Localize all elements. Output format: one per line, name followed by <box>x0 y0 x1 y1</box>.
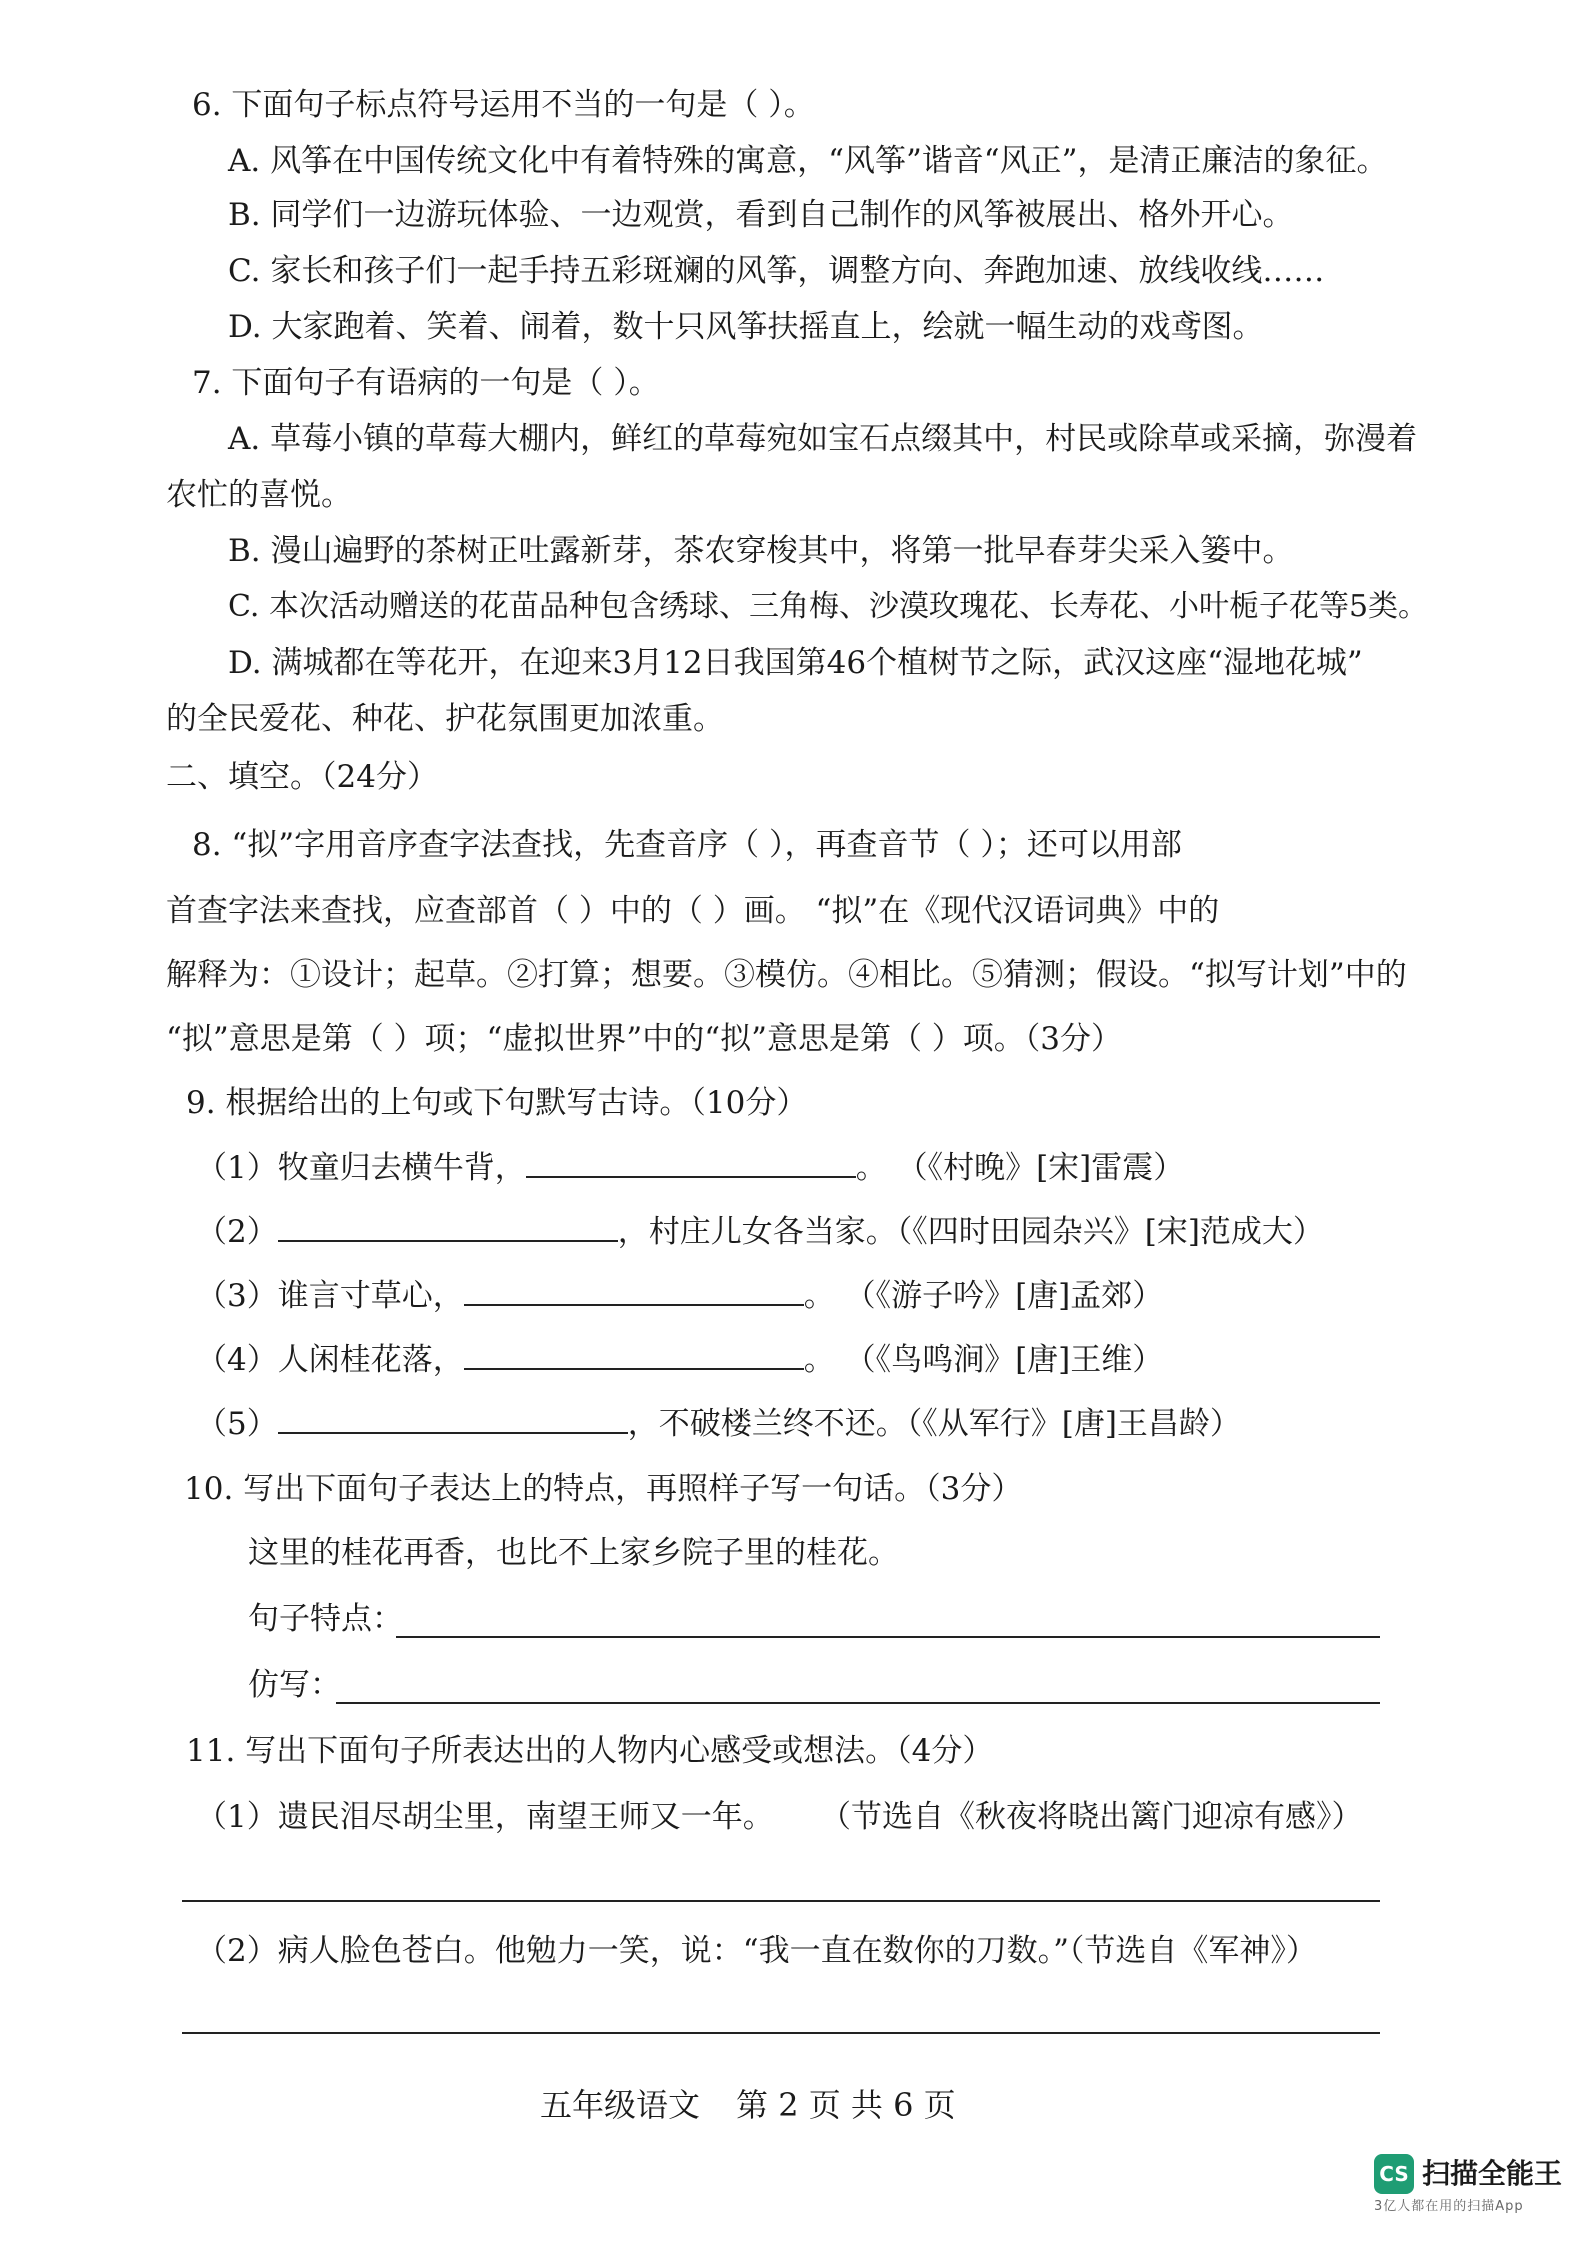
q10-imitate-label: 仿写： <box>248 1667 341 1703</box>
q10-feature-answer-line[interactable] <box>396 1636 1380 1638</box>
section-heading: 二、填空。（24分） <box>166 759 438 795</box>
q10-feature-label: 句子特点： <box>248 1601 403 1637</box>
q9-item-1-source: 。 （《村晚》[宋]雷震） <box>855 1150 1185 1186</box>
q10-example-sentence: 这里的桂花再香，也比不上家乡院子里的桂花。 <box>248 1535 899 1571</box>
q9-item-4 <box>196 1338 1163 1381</box>
q7-option-b: B. 漫山遍野的茶树正吐露新芽，茶农穿梭其中，将第一批早春芽尖采入篓中。 <box>228 533 1294 569</box>
q9-item-3 <box>196 1274 1163 1317</box>
footer-page-number: 第 2 页 共 6 页 <box>736 2086 956 2124</box>
q7-option-a-line1: A. 草莓小镇的草莓大棚内，鲜红的草莓宛如宝石点缀其中，村民或除草或采摘，弥漫着 <box>228 421 1418 457</box>
q9-item-4-prompt: （4）人闲桂花落， <box>196 1342 464 1378</box>
q11-item-2: （2）病人脸色苍白。他勉力一笑，说：“我一直在数你的刀数。”（节选自《军神》） <box>196 1933 1317 1969</box>
q7-option-d-line1: D. 满城都在等花开，在迎来3月12日我国第46个植树节之际，武汉这座“湿地花城” <box>228 645 1363 681</box>
scanner-app-name: 扫描全能王 <box>1422 2157 1563 2190</box>
footer-subject: 五年级语文 <box>540 2086 701 2124</box>
q6-option-b: B. 同学们一边游玩体验、一边观赏，看到自己制作的风筝被展出、格外开心。 <box>228 197 1294 233</box>
q11-item-1-source: （节选自《秋夜将晓出篱门迎凉有感》） <box>820 1799 1363 1835</box>
q6-option-c: C. 家长和孩子们一起手持五彩斑斓的风筝，调整方向、奔跑加速、放线收线…… <box>228 253 1325 289</box>
q9-item-1-prompt: （1）牧童归去横牛背， <box>196 1150 526 1186</box>
scanner-tagline: 3亿人都在用的扫描App <box>1374 2199 1524 2214</box>
q9-item-1-blank[interactable] <box>526 1146 856 1178</box>
scanner-watermark <box>1374 2154 1574 2224</box>
q10-imitate-answer-line[interactable] <box>336 1702 1380 1704</box>
q9-item-3-source: 。 （《游子吟》[唐]孟郊） <box>803 1278 1164 1314</box>
q6-option-d: D. 大家跑着、笑着、闹着，数十只风筝扶摇直上，绘就一幅生动的戏鸢图。 <box>228 309 1264 345</box>
q7-option-c: C. 本次活动赠送的花苗品种包含绣球、三角梅、沙漠玫瑰花、长寿花、小叶栀子花等5类。 <box>228 589 1429 624</box>
q6-option-a: A. 风筝在中国传统文化中有着特殊的寓意，“风筝”谐音“风正”，是清正廉洁的象征。 <box>228 143 1388 179</box>
q9-item-3-blank[interactable] <box>464 1274 804 1306</box>
q9-item-1 <box>196 1146 1184 1189</box>
q9-item-4-blank[interactable] <box>464 1338 804 1370</box>
q10-stem: 10. 写出下面句子表达上的特点，再照样子写一句话。（3分） <box>184 1471 1023 1507</box>
q8-line4: “拟”意思是第（ ）项；“虚拟世界”中的“拟”意思是第（ ）项。（3分） <box>166 1021 1123 1057</box>
q9-item-3-prompt: （3）谁言寸草心， <box>196 1278 464 1314</box>
q11-item-1: （1）遗民泪尽胡尘里，南望王师又一年。 <box>196 1799 774 1835</box>
q9-item-2-source: ，村庄儿女各当家。（《四时田园杂兴》[宋]范成大） <box>617 1214 1324 1250</box>
q9-item-2 <box>196 1210 1324 1253</box>
q7-option-a-line2: 农忙的喜悦。 <box>166 477 352 513</box>
q8-line3: 解释为：①设计；起草。②打算；想要。③模仿。④相比。⑤猜测；假设。“拟写计划”中的 <box>166 957 1407 993</box>
q9-item-2-blank[interactable] <box>278 1210 618 1242</box>
q9-item-2-prompt: （2） <box>196 1214 278 1250</box>
q8-line1: 8. “拟”字用音序查字法查找，先查音序（ ），再查音节（ ）；还可以用部 <box>192 827 1182 863</box>
q9-stem: 9. 根据给出的上句或下句默写古诗。（10分） <box>186 1085 808 1121</box>
q8-line2: 首查字法来查找，应查部首（ ）中的（ ）画。 “拟”在《现代汉语词典》中的 <box>166 893 1220 929</box>
q6-stem: 6. 下面句子标点符号运用不当的一句是（ ）。 <box>192 87 815 123</box>
q9-item-5 <box>196 1402 1241 1445</box>
q11-item-1-answer-line[interactable] <box>182 1900 1380 1902</box>
q7-option-d-line2: 的全民爱花、种花、护花氛围更加浓重。 <box>166 701 724 737</box>
scanner-logo-icon: CS <box>1374 2154 1414 2194</box>
q9-item-5-blank[interactable] <box>278 1402 628 1434</box>
q11-stem: 11. 写出下面句子所表达出的人物内心感受或想法。（4分） <box>186 1733 994 1769</box>
q9-item-5-prompt: （5） <box>196 1406 278 1442</box>
q7-stem: 7. 下面句子有语病的一句是（ ）。 <box>192 365 660 401</box>
q9-item-4-source: 。 （《鸟鸣涧》[唐]王维） <box>803 1342 1164 1378</box>
page-footer <box>540 2084 992 2126</box>
q11-item-2-answer-line[interactable] <box>182 2032 1380 2034</box>
q9-item-5-source: ，不破楼兰终不还。（《从军行》[唐]王昌龄） <box>627 1406 1241 1442</box>
